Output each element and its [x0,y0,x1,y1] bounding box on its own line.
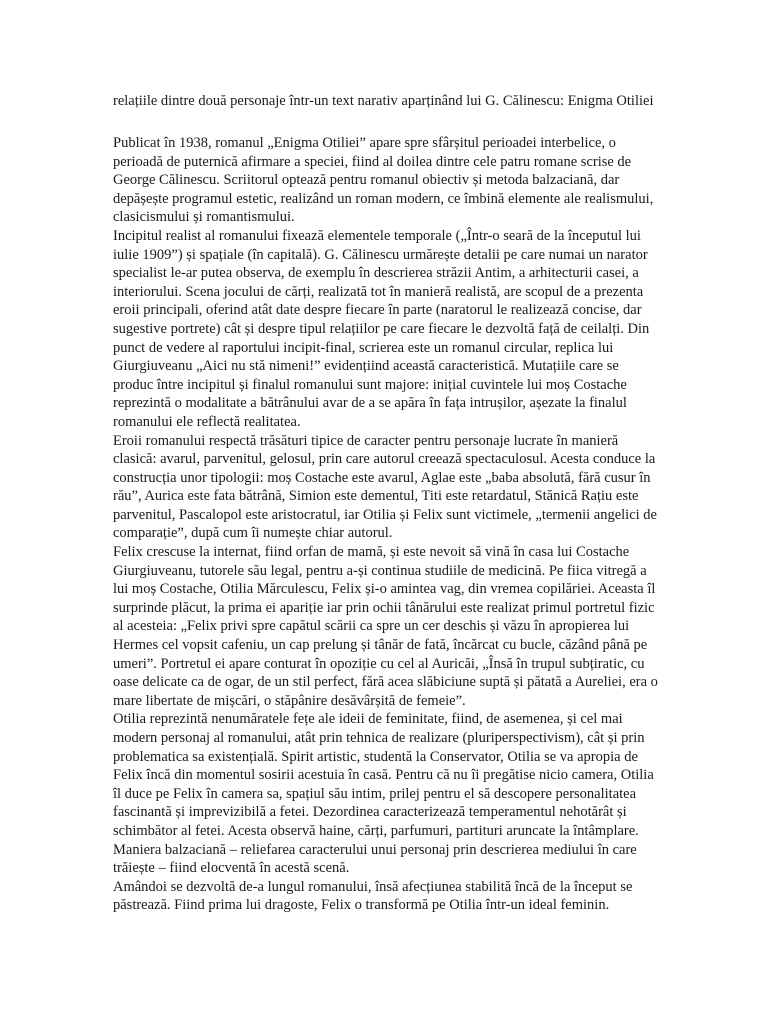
paragraph-intro: Publicat în 1938, romanul „Enigma Otiliei” apare spre sfârșitul perioadei interbelice, o perioadă de puternică afirmare a speciei, fiind al doilea dintre cele patru romane scrise de George Călinescu. Scriitorul optează pentru romanul obiectiv și metoda balzaciană, dar depășește programul estetic, realizând un roman modern, ce îmbină elemente ale realismului, clasicismului și romantismului. [113,135,654,226]
paragraph-characters: Eroii romanului respectă trăsături tipice de caracter pentru personaje lucrate în manieră clasică: avarul, parvenitul, gelosul, prin care autorul creează spectaculosul. Acesta conduce la construcția unor tipologii: moș Costache este avarul, Aglae este „baba absolută, fără cusur în rău”, Aurica este fata bătrână, Simion este dementul, Titi este retardatul, Stănică Rațiu este parvenitul, Pascalopol este aristocratul, iar Otilia și Felix sunt victimele, „termenii angelici de comparație”, după cum îi numește chiar autorul. [113,432,657,542]
paragraph-felix: Felix crescuse la internat, fiind orfan de mamă, și este nevoit să vină în casa lui Costache Giurgiuveanu, tutorele său legal, pentru a-și continua studiile de medicină. Pe fiica vitregă a lui moș Costache, Otilia Mărculescu, Felix și-o amintea vag, din vremea copilăriei. Aceasta îl surprinde plăcut, la prima ei apariție iar prin ochii tânărului este realizat primul portretul fizic al acesteia: „Felix privi spre capătul scării ca spre un cer deschis și văzu în apropierea lui Hermes cel vopsit cafeniu, un cap prelung și tânăr de fată, încărcat cu bucle, căzând până pe umeri”. Portretul ei apare conturat în opoziție cu cel al Auricăi, „Însă în trupul subțiratic, cu oase delicate ca de ogar, de un stil perfect, fără acea slăbiciune suptă și pătată a Aureliei, era o mare libertate de mișcări, o stăpânire desăvârșită de femeie”. [113,544,658,709]
paragraph-incipit: Incipitul realist al romanului fixează elementele temporale („Într-o seară de la începutul lui iulie 1909”) și spațiale (în capitală). G. Călinescu urmărește detalii pe care numai un narator specialist le-ar putea observa, de exemplu în descrierea străzii Antim, a arhitecturii casei, a interiorului. Scena jocului de cărți, realizată tot în manieră realistă, are scopul de a prezenta eroii principali, oferind atât date despre fiecare în parte (naratorul le realizează concise, dar sugestive portrete) cât și despre tipul relațiilor pe care fiecare le dezvoltă față de ceilalți. Din punct de vedere al raportului incipit-final, scrierea este un romanul circular, replica lui Giurgiuveanu „Aici nu stă nimeni!” evidențiind această caracteristică. Mutațiile care se produc între incipitul și finalul romanului sunt majore: inițial cuvintele lui moș Costache reprezintă o modalitate a bătrânului avar de a se apăra în fața intrușilor, așezate la finalul romanului ele reflectă realitatea. [113,227,650,430]
document-title: relațiile dintre două personaje într-un text narativ aparținând lui G. Călinescu: Enigma Otiliei [113,93,654,109]
paragraph-conclusion: Amândoi se dezvoltă de-a lungul romanului, însă afecțiunea stabilită încă de la început se păstrează. Fiind prima lui dragoste, Felix o transformă pe Otilia într-un ideal feminin. [113,878,633,914]
paragraph-otilia: Otilia reprezintă nenumăratele fețe ale ideii de feminitate, fiind, de asemenea, și cel mai modern personaj al romanului, atât prin tehnica de realizare (pluriperspectivism), cât și prin problematica sa existențială. Spirit artistic, studentă la Conservator, Otilia se va apropia de Felix încă din momentul sosirii acestuia în casă. Pentru că nu îi pregătise nicio camera, Otilia îl duce pe Felix în camera sa, spațiul său intim, prilej pentru el să descopere personalitatea fascinantă și imprevizibilă a fetei. Dezordinea caracterizează temperamentul nehotărât și schimbător al fetei. Acesta observă haine, cărți, parfumuri, partituri aruncate la întâmplare. Maniera balzaciană – reliefarea caracterului unui personaj prin descrierea mediului în care trăiește – fiind elocventă în acestă scenă. [113,711,654,877]
